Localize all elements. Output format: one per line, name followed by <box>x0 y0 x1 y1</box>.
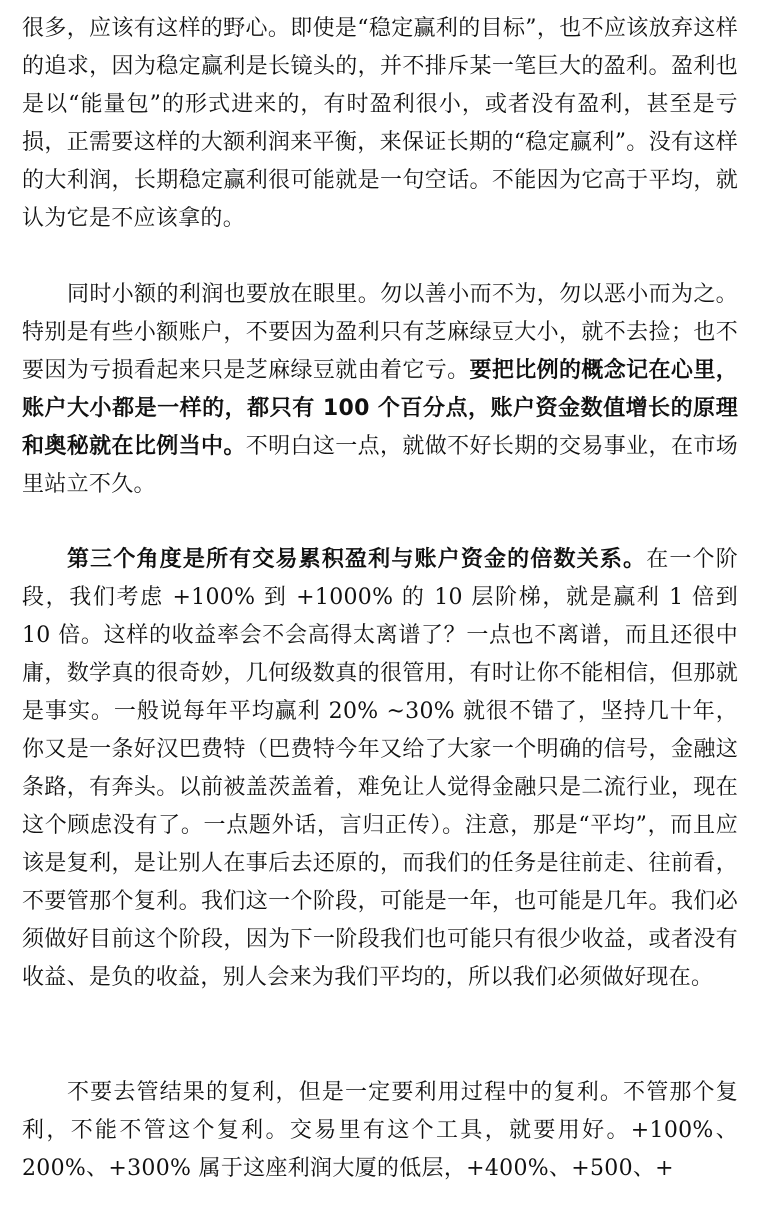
paragraph-3-text: 在一个阶段，我们考虑 +100% 到 +1000% 的 10 层阶梯，就是赢利 1 倍到 10 倍。这样的收益率会不会高得太离谱了？一点也不离谱，而且还很中庸，数学真的很奇妙，几何级数真的很管用，有时让你不能相信，但那就是事实。一般说每年平均赢利 20% ~30% 就很不错了，坚持几十年，你又是一条好汉巴费特（巴费特今年又给了大家一个明确的信号，金融这条路，有奔头。以前被盖茨盖着，难免让人觉得金融只是二流行业，现在这个顾虑没有了。一点题外话，言归正传）。注意，那是“平均”，而且应该是复利，是让别人在事后去还原的，而我们的任务是往前走、往前看，不要管那个复利。我们这一个阶段，可能是一年，也可能是几年。我们必须做好目前这个阶段，因为下一阶段我们也可能只有很少收益，或者没有收益、是负的收益，别人会来为我们平均的，所以我们必须做好现在。 <box>22 547 738 990</box>
paragraph-2-text: 同时小额的利润也要放在眼里。勿以善小而不为，勿以恶小而为之。特别是有些小额账户，不要因为盈利只有芝麻绿豆大小，就不去捡；也不要因为亏损看起来只是芝麻绿豆就由着它亏。 <box>22 282 738 383</box>
paragraph-2-text-end: 不明白这一点，就做不好长期的交易事业，在市场里站立不久。 <box>22 434 738 497</box>
paragraph-4 <box>22 1074 738 1188</box>
paragraph-1 <box>22 10 738 238</box>
paragraph-1-text: 很多，应该有这样的野心。即使是“稳定赢利的目标”，也不应该放弃这样的追求，因为稳定赢利是长镜头的，并不排斥某一笔巨大的盈利。盈利也是以“能量包”的形式进来的，有时盈利很小，或者没有盈利，甚至是亏损，正需要这样的大额利润来平衡，来保证长期的“稳定赢利”。没有这样的大利润，长期稳定赢利很可能就是一句空话。不能因为它高于平均，就认为它是不应该拿的。 <box>22 16 738 231</box>
paragraph-2-bold-text: 要把比例的概念记在心里，账户大小都是一样的，都只有 100 个百分点，账户资金数值增长的原理和奥秘就在比例当中。 <box>22 358 738 459</box>
paragraph-4-text: 不要去管结果的复利，但是一定要利用过程中的复利。不管那个复利，不能不管这个复利。交易里有这个工具，就要用好。+100%、200%、+300% 属于这座利润大厦的低层，+400%、+500、+ <box>22 1080 738 1181</box>
paragraph-3 <box>22 541 738 997</box>
paragraph-3-bold-text: 第三个角度是所有交易累积盈利与账户资金的倍数关系。 <box>67 547 647 572</box>
paragraph-2 <box>22 276 738 504</box>
